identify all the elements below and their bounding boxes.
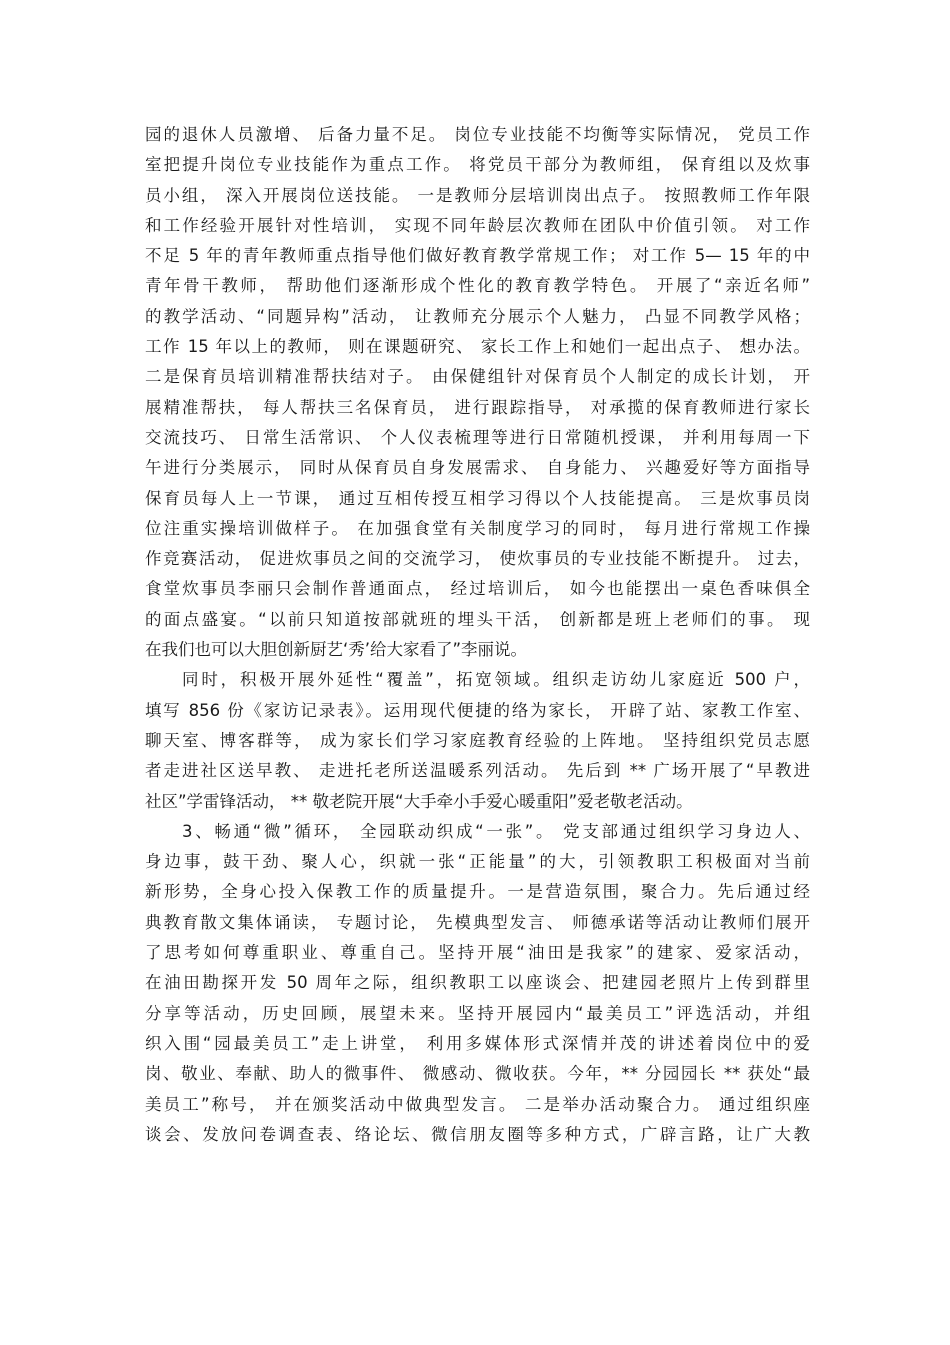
text-line: 的面点盛宴。“以前只知道按部就班的埋头干活， 创新都是班上老师们的事。 现 [145, 609, 810, 629]
text-line: 保育员每人上一节课， 通过互相传授互相学习得以个人技能提高。 三是炊事员岗 [145, 488, 810, 508]
text-line: 谈会、发放问卷调查表、络论坛、微信朋友圈等多种方式，广辟言路，让广大教 [145, 1124, 810, 1144]
text-line: 展精准帮扶， 每人帮扶三名保育员， 进行跟踪指导， 对承揽的保育教师进行家长 [145, 397, 810, 417]
text-line: 新形势，全身心投入保教工作的质量提升。一是营造氛围，聚合力。先后通过经 [145, 882, 810, 902]
text-line: 二是保育员培训精准帮扶结对子。 由保健组针对保育员个人制定的成长计划， 开 [145, 367, 810, 387]
text-line: 织入围“园最美员工”走上讲堂， 利用多媒体形式深情并茂的讲述着岗位中的爱 [145, 1033, 810, 1053]
text-line: 身边事，鼓干劲、聚人心，织就一张“正能量”的大，引领教职工积极面对当前 [145, 852, 810, 872]
text-line: 了思考如何尊重职业、尊重自己。坚持开展“油田是我家”的建家、爱家活动， [145, 943, 810, 963]
text-line: 3、畅通“微”循环， 全园联动织成“一张”。 党支部通过组织学习身边人、 [182, 821, 810, 841]
text-line: 在我们也可以大胆创新厨艺‘秀’给大家看了”李丽说。 [145, 640, 528, 660]
text-line: 午进行分类展示， 同时从保育员自身发展需求、 自身能力、 兴趣爱好等方面指导 [145, 458, 810, 478]
text-line: 作竞赛活动， 促进炊事员之间的交流学习， 使炊事员的专业技能不断提升。 过去， [145, 549, 810, 569]
text-line: 美员工”称号， 并在颁奖活动中做典型发言。 二是举办活动聚合力。 通过组织座 [145, 1094, 810, 1114]
text-line: 聊天室、博客群等， 成为家长们学习家庭教育经验的上阵地。 坚持组织党员志愿 [145, 730, 810, 750]
text-line: 室把提升岗位专业技能作为重点工作。 将党员干部分为教师组， 保育组以及炊事 [145, 155, 810, 175]
text-line: 不足 5 年的青年教师重点指导他们做好教育教学常规工作； 对工作 5— 15 年的中 [145, 246, 810, 266]
text-line: 工作 15 年以上的教师， 则在课题研究、 家长工作上和她们一起出点子、 想办法。 [145, 337, 810, 357]
text-line: 交流技巧、 日常生活常识、 个人仪表梳理等进行日常随机授课， 并利用每周一下 [145, 427, 810, 447]
text-line: 位注重实操培训做样子。 在加强食堂有关制度学习的同时， 每月进行常规工作操 [145, 518, 810, 538]
text-line: 园的退休人员激增、 后备力量不足。 岗位专业技能不均衡等实际情况， 党员工作 [145, 125, 810, 144]
text-line: 在油田勘探开发 50 周年之际，组织教职工以座谈会、把建园老照片上传到群里 [145, 973, 810, 993]
text-line: 者走进社区送早教、 走进托老所送温暖系列活动。 先后到 ** 广场开展了“早教进 [145, 761, 810, 781]
body-text [145, 120, 810, 1150]
text-line: 社区”学雷锋活动， ** 敬老院开展“大手牵小手爱心暖重阳”爱老敬老活动。 [145, 791, 693, 811]
text-line: 分享等活动，历史回顾，展望未来。坚持开展园内“最美员工”评选活动，并组 [145, 1003, 810, 1023]
text-line: 的教学活动、“同题异构”活动， 让教师充分展示个人魅力， 凸显不同教学风格； [145, 306, 810, 326]
text-line: 和工作经验开展针对性培训， 实现不同年龄层次教师在团队中价值引领。 对工作 [145, 215, 810, 235]
text-line: 青年骨干教师， 帮助他们逐渐形成个性化的教育教学特色。 开展了“亲近名师” [145, 276, 810, 296]
text-line: 食堂炊事员李丽只会制作普通面点， 经过培训后， 如今也能摆出一桌色香味俱全 [145, 579, 810, 599]
text-line: 岗、敬业、奉献、助人的微事件、 微感动、微收获。今年，** 分园园长 ** 获处“最 [145, 1064, 810, 1084]
text-line: 典教育散文集体诵读， 专题讨论， 先模典型发言、 师德承诺等活动让教师们展开 [145, 912, 810, 932]
text-line: 员小组， 深入开展岗位送技能。 一是教师分层培训岗出点子。 按照教师工作年限 [145, 185, 810, 205]
text-line: 同时，积极开展外延性“覆盖”，拓宽领域。组织走访幼儿家庭近 500 户， [182, 670, 810, 690]
text-line: 填写 856 份《家访记录表》。运用现代便捷的络为家长， 开辟了站、家教工作室、 [145, 700, 810, 720]
